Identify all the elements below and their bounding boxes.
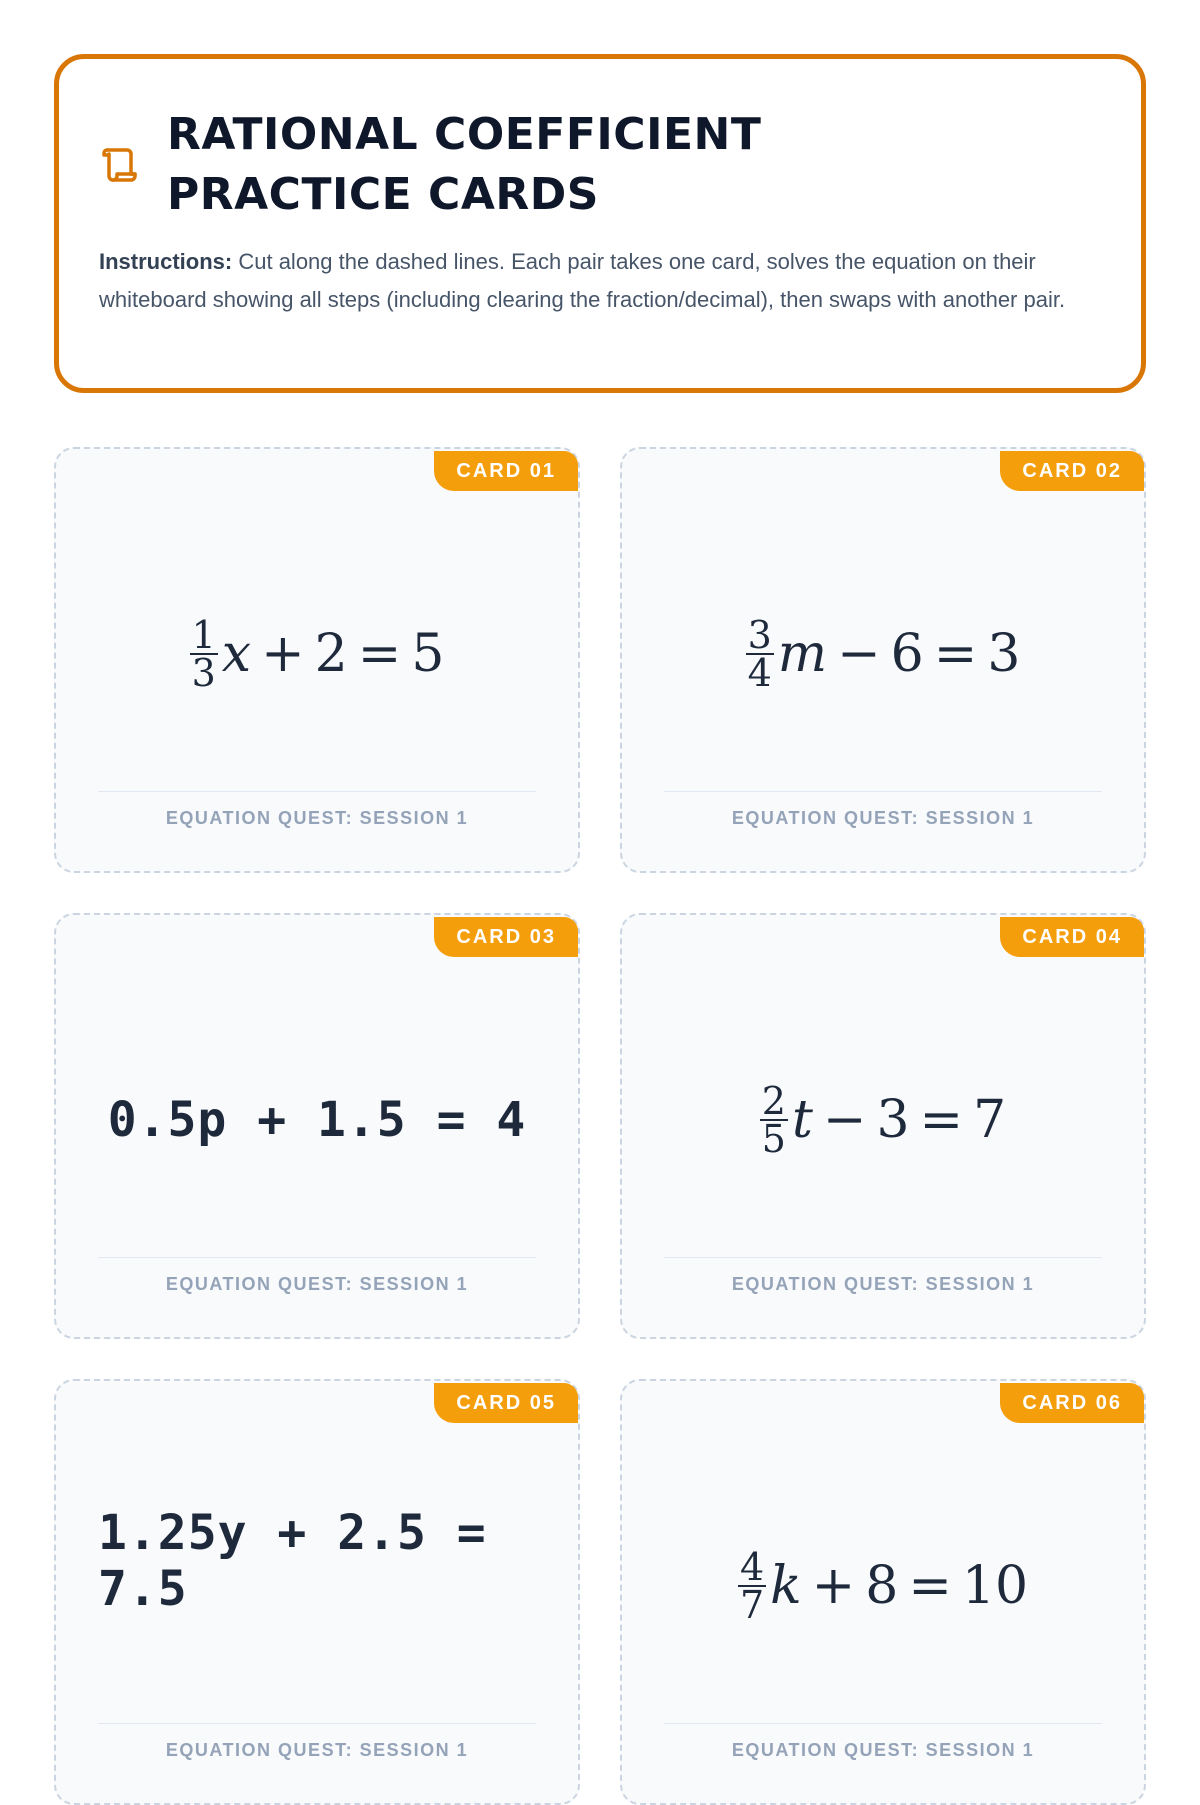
equation-card-05 xyxy=(54,1379,580,1805)
card-grid xyxy=(54,447,1146,1805)
card-tag: CARD 02 xyxy=(1000,451,1144,491)
operator: − xyxy=(822,1090,867,1150)
card-tag: CARD 05 xyxy=(434,1383,578,1423)
fraction-coefficient xyxy=(746,612,774,695)
page-title: RATIONAL COEFFICIENT PRACTICE CARDS xyxy=(167,109,762,220)
card-tag: CARD 06 xyxy=(1000,1383,1144,1423)
header-card xyxy=(54,54,1146,393)
card-tag: CARD 04 xyxy=(1000,917,1144,957)
variable: x xyxy=(221,624,252,684)
card-footer: EQUATION QUEST: SESSION 1 xyxy=(664,791,1102,829)
variable: t xyxy=(791,1090,813,1150)
equation xyxy=(622,1078,1144,1161)
denominator: 5 xyxy=(761,1116,786,1161)
fraction-coefficient xyxy=(190,612,218,695)
equation: 0.5p + 1.5 = 4 xyxy=(107,1092,527,1148)
numerator: 4 xyxy=(739,1544,765,1589)
fraction-coefficient xyxy=(738,1544,766,1627)
card-footer: EQUATION QUEST: SESSION 1 xyxy=(664,1257,1102,1295)
denominator: 3 xyxy=(191,650,216,695)
constant: 6 xyxy=(890,624,924,684)
numerator: 1 xyxy=(191,612,216,657)
equation: 1.25y + 2.5 = 7.5 xyxy=(98,1505,487,1617)
equation-card-06 xyxy=(620,1379,1146,1805)
card-tag: CARD 03 xyxy=(434,917,578,957)
card-footer: EQUATION QUEST: SESSION 1 xyxy=(98,1257,536,1295)
operator: − xyxy=(837,624,881,684)
equation-card-02 xyxy=(620,447,1146,873)
title-row xyxy=(99,105,1101,225)
equation-card-03 xyxy=(54,913,580,1339)
right-hand-side: 10 xyxy=(961,1556,1029,1616)
card-footer: EQUATION QUEST: SESSION 1 xyxy=(98,791,536,829)
card-tag: CARD 01 xyxy=(434,451,578,491)
operator: + xyxy=(261,624,305,684)
equation-card-01 xyxy=(54,447,580,873)
equals-sign: = xyxy=(357,624,402,684)
equation xyxy=(622,612,1144,695)
scroll-icon xyxy=(99,144,141,186)
numerator: 2 xyxy=(761,1078,786,1123)
constant: 3 xyxy=(876,1090,910,1150)
card-footer: EQUATION QUEST: SESSION 1 xyxy=(664,1723,1102,1761)
right-hand-side: 3 xyxy=(987,624,1021,684)
equals-sign: = xyxy=(933,624,978,684)
equation xyxy=(56,612,578,695)
equation-card-04 xyxy=(620,913,1146,1339)
card-footer: EQUATION QUEST: SESSION 1 xyxy=(98,1723,536,1761)
constant: 2 xyxy=(314,624,348,684)
denominator: 4 xyxy=(747,650,772,695)
operator: + xyxy=(811,1556,856,1616)
equals-sign: = xyxy=(919,1090,964,1150)
variable: m xyxy=(777,624,828,684)
right-hand-side: 5 xyxy=(411,624,445,684)
right-hand-side: 7 xyxy=(973,1090,1007,1150)
instructions-text: Cut along the dashed lines. Each pair takes one card, solves the equation on their whiteboard showing all steps (including clearing the fraction/decimal), then swaps with another pair. xyxy=(99,249,1066,312)
instructions xyxy=(99,243,1109,319)
denominator: 7 xyxy=(739,1582,765,1627)
equation xyxy=(622,1544,1144,1627)
variable: k xyxy=(770,1556,802,1616)
fraction-coefficient xyxy=(760,1078,788,1161)
numerator: 3 xyxy=(747,612,772,657)
instructions-label: Instructions: xyxy=(99,249,233,274)
equals-sign: = xyxy=(908,1556,952,1616)
constant: 8 xyxy=(865,1556,899,1616)
